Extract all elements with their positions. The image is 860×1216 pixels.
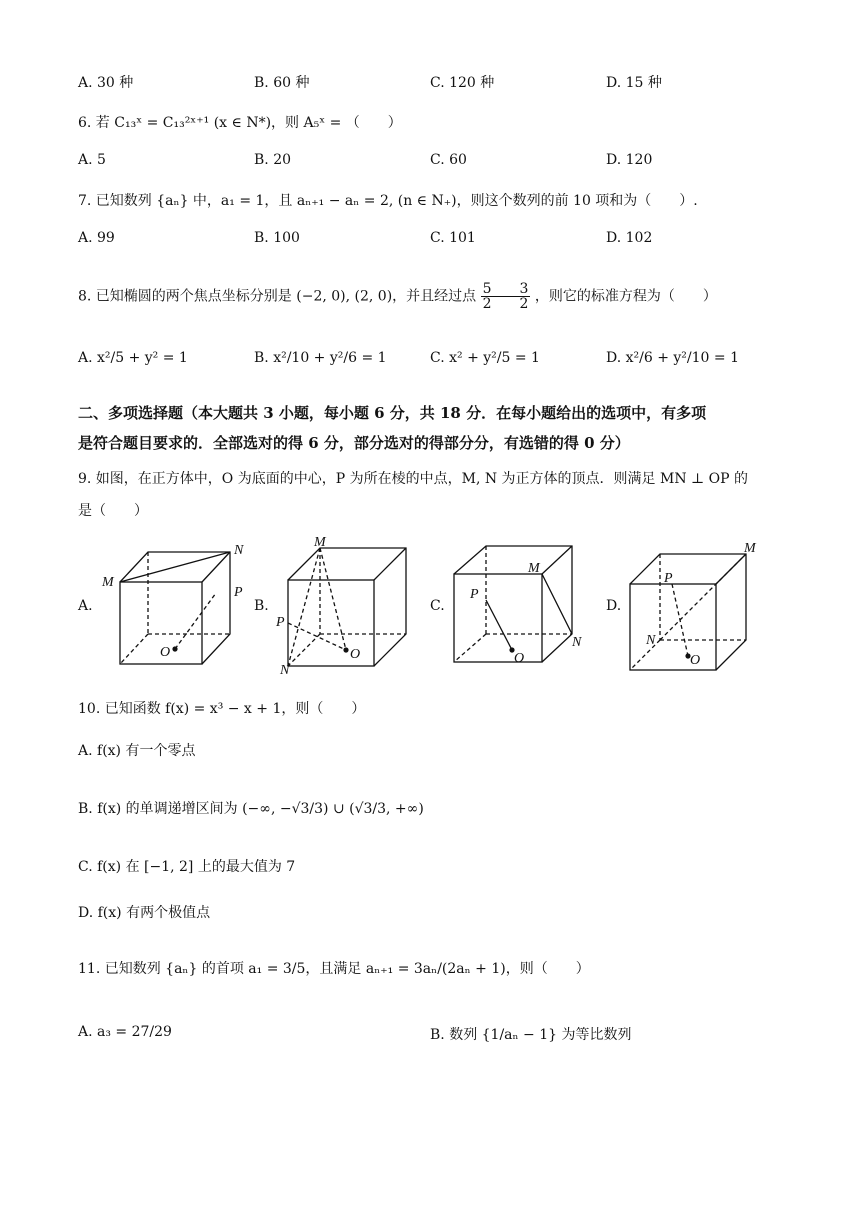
q9-d-label-p: P	[664, 571, 673, 586]
q11-stem-row	[0, 958, 860, 982]
q8-stem	[78, 282, 717, 311]
q9-figure-d	[626, 540, 776, 675]
q10-option-b-row	[0, 798, 860, 822]
q9-figure-b	[276, 536, 426, 676]
q11-options	[0, 1024, 860, 1048]
q10-stem-row	[0, 698, 860, 722]
q10-option-c[interactable]: C. f(x) 在 [−1, 2] 上的最大值为 7	[78, 859, 296, 875]
q9-d-label-o: O	[690, 653, 701, 668]
q9-a-label-p: P	[234, 585, 243, 600]
q8-point-den: 2 2	[482, 296, 529, 312]
q7-stem: 7. 已知数列 {aₙ} 中，a₁ = 1，且 aₙ₊₁ − aₙ = 2, (n ∈ N₊)，则这个数列的前 10 项和为（ ）.	[78, 193, 698, 209]
q7-option-c[interactable]: C. 101	[430, 230, 476, 246]
q6-stem: 6. 若 C₁₃ˣ = C₁₃²ˣ⁺¹ (x ∈ N*)，则 A₅ˣ = （ ）	[78, 115, 402, 131]
q8-options	[0, 350, 860, 386]
q11-stem: 11. 已知数列 {aₙ} 的首项 a₁ = 3/5，且满足 aₙ₊₁ = 3aₙ/(2aₙ + 1)，则（ ）	[78, 961, 590, 977]
q10-stem: 10. 已知函数 f(x) = x³ − x + 1，则（ ）	[78, 701, 366, 717]
q9-figure-a	[100, 540, 250, 670]
q9-c-label-m: M	[528, 561, 540, 576]
q10-option-c-row	[0, 856, 860, 880]
q9-label-c[interactable]: C.	[430, 598, 445, 614]
q9-label-b[interactable]: B.	[254, 598, 269, 614]
q7-option-d[interactable]: D. 102	[606, 230, 653, 246]
q5-option-c[interactable]: C. 120 种	[430, 75, 495, 91]
q11-option-a[interactable]: A. a₃ = 27/29	[78, 1024, 172, 1040]
q8-stem-b: ，则它的标准方程为（ ）	[534, 288, 717, 305]
q9-figure-c	[448, 540, 598, 670]
q6-stem-row	[0, 112, 860, 136]
q9-stem-line2: 是（ ）	[78, 503, 148, 519]
q8-option-d[interactable]: D. x²/6 + y²/10 = 1	[606, 350, 739, 366]
q9-a-label-o: O	[160, 645, 171, 660]
q9-b-label-p: P	[276, 615, 285, 630]
q9-stem-line1: 9. 如图，在正方体中，O 为底面的中心，P 为所在棱的中点，M, N 为正方体的顶点．则满足 MN ⊥ OP 的	[78, 471, 748, 487]
q9-line1-row	[0, 468, 860, 492]
q11-option-b[interactable]: B. 数列 {1/aₙ − 1} 为等比数列	[430, 1027, 632, 1043]
q9-d-label-n: N	[646, 633, 656, 648]
q9-label-a[interactable]: A.	[78, 598, 93, 614]
q5-options	[0, 72, 860, 96]
section2-header-line1: 二、多项选择题（本大题共 3 小题，每小题 6 分，共 18 分．在每小题给出的选项中，有多项	[78, 404, 707, 422]
q9-a-label-m: M	[102, 575, 114, 590]
q6-option-d[interactable]: D. 120	[606, 152, 653, 168]
q7-options	[0, 230, 860, 254]
q5-option-d[interactable]: D. 15 种	[606, 75, 662, 91]
q10-option-d[interactable]: D. f(x) 有两个极值点	[78, 905, 211, 921]
q9-c-label-n: N	[572, 635, 582, 650]
q6-option-a[interactable]: A. 5	[78, 152, 106, 168]
q10-option-a[interactable]: A. f(x) 有一个零点	[78, 743, 196, 759]
q9-b-label-n: N	[280, 663, 290, 678]
q9-b-label-m: M	[314, 535, 326, 550]
q6-option-c[interactable]: C. 60	[430, 152, 467, 168]
q8-point-num: 5 3	[482, 281, 529, 297]
q8-option-c[interactable]: C. x² + y²/5 = 1	[430, 350, 540, 366]
q10-option-d-row	[0, 902, 860, 926]
q7-option-a[interactable]: A. 99	[78, 230, 115, 246]
q8-point	[481, 282, 531, 311]
q7-stem-row	[0, 190, 860, 214]
section2-header-line2: 是符合题目要求的．全部选对的得 6 分，部分选对的得部分分，有选错的得 0 分）	[78, 434, 630, 452]
q8-stem-row	[0, 278, 860, 318]
q9-a-label-n: N	[234, 543, 244, 558]
section2-line1-row	[0, 402, 860, 426]
q8-stem-a: 8. 已知椭圆的两个焦点坐标分别是 (−2, 0), (2, 0)，并且经过点	[78, 288, 477, 305]
q9-label-d[interactable]: D.	[606, 598, 622, 614]
q8-option-a[interactable]: A. x²/5 + y² = 1	[78, 350, 188, 366]
q8-option-b[interactable]: B. x²/10 + y²/6 = 1	[254, 350, 387, 366]
q6-option-b[interactable]: B. 20	[254, 152, 292, 168]
q5-option-a[interactable]: A. 30 种	[78, 75, 134, 91]
q9-c-label-p: P	[470, 587, 479, 602]
q10-option-a-row	[0, 740, 860, 764]
q9-c-label-o: O	[514, 651, 525, 666]
q7-option-b[interactable]: B. 100	[254, 230, 300, 246]
q10-option-b[interactable]: B. f(x) 的单调递增区间为 (−∞, −√3/3) ∪ (√3/3, +∞)	[78, 801, 424, 817]
section2-line2-row	[0, 432, 860, 456]
q9-d-label-m: M	[744, 541, 756, 556]
q9-line2-row	[0, 500, 860, 524]
q9-b-label-o: O	[350, 647, 361, 662]
q6-options	[0, 152, 860, 176]
q5-option-b[interactable]: B. 60 种	[254, 75, 310, 91]
